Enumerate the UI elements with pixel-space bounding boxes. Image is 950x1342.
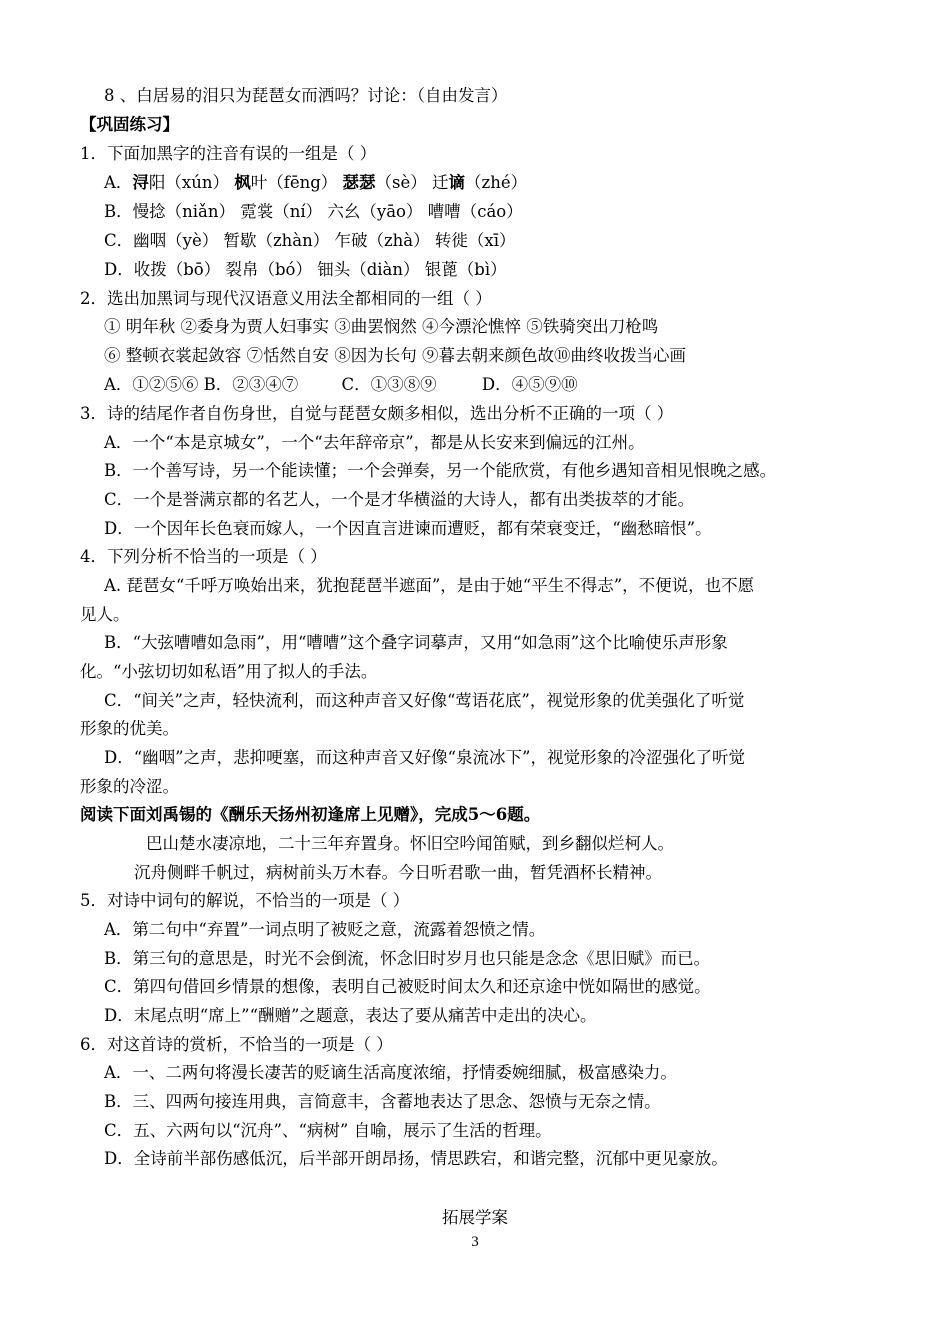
q1-a-w2-rest: 叶（fēng）: [250, 173, 338, 192]
poem-line-2: 沉舟侧畔千帆过，病树前头万木春。今日听君歌一曲，暂凭酒杯长精神。: [134, 863, 662, 882]
q4-option-a-line2: 见人。: [80, 605, 130, 624]
q1-option-d: D．收拨（bō） 裂帛（bó） 钿头（diàn） 银蓖（bì）: [104, 260, 507, 279]
q6-stem: 6．对这首诗的赏析，不恰当的一项是（ ）: [80, 1035, 393, 1054]
q1-stem: 1．下面加黑字的注音有误的一组是（ ）: [80, 144, 377, 163]
q2-option-c: C．①③⑧⑨: [341, 375, 437, 394]
poem-line-1: 巴山楚水凄凉地，二十三年弃置身。怀旧空吟闻笛赋，到乡翻似烂柯人。: [146, 834, 674, 853]
q5-option-b: B．第三句的意思是，时光不会倒流，怀念旧时岁月也只能是念念《思旧赋》而已。: [104, 949, 711, 968]
q6-option-c: C．五、六两句以“沉舟”、“病树” 自喻，展示了生活的哲理。: [104, 1121, 552, 1140]
q4-option-a-line1: A. 琵琶女“千呼万唤始出来，犹抱琵琶半遮面”，是由于她“平生不得志”，不便说，也不愿: [104, 576, 755, 595]
q2-option-ab: A．①②⑤⑥ B．②③④⑦: [104, 375, 299, 394]
reading-heading: 阅读下面刘禹锡的《酬乐天扬州初逢席上见赠》，完成5～6题。: [80, 805, 541, 824]
q2-items-row1: ① 明年秋 ②委身为贾人妇事实 ③曲罢悯然 ④今漂沦憔悴 ⑤铁骑突出刀枪鸣: [104, 317, 659, 336]
q1-a-label: A．: [104, 173, 133, 192]
q6-option-a: A．一、二两句将漫长凄苦的贬谪生活高度浓缩，抒情委婉细腻，极富感染力。: [104, 1063, 677, 1082]
q1-option-c: C．幽咽（yè） 暂歇（zhàn） 乍破（zhà） 转徙（xī）: [104, 231, 516, 250]
q1-a-w4-rest: （zhé）: [465, 173, 528, 192]
q1-option-b: B．慢捻（niǎn） 霓裳（ní） 六幺（yāo） 嘈嘈（cáo）: [104, 202, 523, 221]
q1-a-w4-pre: 迁: [432, 173, 449, 192]
q1-a-w1-bold: 浔: [132, 173, 149, 192]
q5-option-d: D．末尾点明“席上”“酬赠”之题意，表达了要从痛苦中走出的决心。: [104, 1006, 597, 1025]
q1-option-a: [104, 171, 527, 195]
q1-a-w1-rest: 阳（xún）: [148, 173, 229, 192]
q4-stem: 4．下列分析不恰当的一项是（ ）: [80, 547, 327, 566]
q6-option-b: B．三、四两句接连用典，言简意丰，含蓄地表达了思念、怨愤与无奈之情。: [104, 1092, 661, 1111]
intro-question: 8 、白居易的泪只为琵琶女而洒吗？讨论：（自由发言）: [104, 86, 508, 105]
q4-option-b-line2: 化。“小弦切切如私语”用了拟人的手法。: [80, 662, 378, 681]
q3-option-d: D．一个因年长色衰而嫁人，一个因直言进谏而遭贬，都有荣衰变迁，“幽愁暗恨”。: [104, 519, 712, 538]
q1-a-w2-bold: 枫: [234, 173, 251, 192]
q2-items-row2: ⑥ 整顿衣裳起敛容 ⑦恬然自安 ⑧因为长句 ⑨暮去朝来颜色故⑩曲终收拨当心画: [104, 346, 686, 365]
q2-options: [104, 373, 578, 397]
section-heading: 【巩固练习】: [80, 115, 179, 134]
footer-title: 拓展学案: [442, 1208, 508, 1227]
q6-option-d: D．全诗前半部伤感低沉，后半部开朗昂扬，情思跌宕，和谐完整，沉郁中更见豪放。: [104, 1149, 728, 1168]
q4-option-b-line1: B．“大弦嘈嘈如急雨”，用“嘈嘈”这个叠字词摹声，又用“如急雨”这个比喻使乐声形象: [104, 633, 728, 652]
q1-a-w4-bold: 谪: [448, 173, 466, 192]
q1-a-w3-rest: （sè）: [375, 173, 427, 192]
q5-stem: 5．对诗中词句的解说，不恰当的一项是（ ）: [80, 891, 410, 910]
q5-option-a: A．第二句中“弃置”一词点明了被贬之意，流露着怨愤之情。: [104, 920, 546, 939]
q2-stem: 2．选出加黑词与现代汉语意义用法全都相同的一组（ ）: [80, 289, 492, 308]
q3-option-b: B．一个善写诗，另一个能读懂；一个会弹奏，另一个能欣赏，有他乡遇知音相见恨晚之感。: [104, 461, 777, 480]
q3-option-a: A．一个“本是京城女”，一个“去年辞帝京”，都是从长安来到偏远的江州。: [104, 433, 645, 452]
q4-option-c-line1: C．“间关”之声，轻快流利，而这种声音又好像“莺语花底”，视觉形象的优美强化了听觉: [104, 691, 745, 710]
page-number: 3: [471, 1234, 479, 1250]
q2-option-d: D．④⑤⑨⑩: [481, 375, 578, 394]
q4-option-c-line2: 形象的优美。: [80, 719, 179, 738]
q5-option-c: C．第四句借回乡情景的想像，表明自己被贬时间太久和还京途中恍如隔世的感觉。: [104, 977, 711, 996]
q1-a-w3-bold: 瑟瑟: [342, 173, 376, 192]
q3-stem: 3．诗的结尾作者自伤身世，自觉与琵琶女颇多相似，选出分析不正确的一项（ ）: [80, 404, 674, 423]
q4-option-d-line1: D．“幽咽”之声，悲抑哽塞，而这种声音又好像“泉流冰下”，视觉形象的冷涩强化了听觉: [104, 748, 745, 767]
q4-option-d-line2: 形象的冷涩。: [80, 777, 179, 796]
q3-option-c: C．一个是誉满京都的名艺人，一个是才华横溢的大诗人，都有出类拔萃的才能。: [104, 490, 695, 509]
